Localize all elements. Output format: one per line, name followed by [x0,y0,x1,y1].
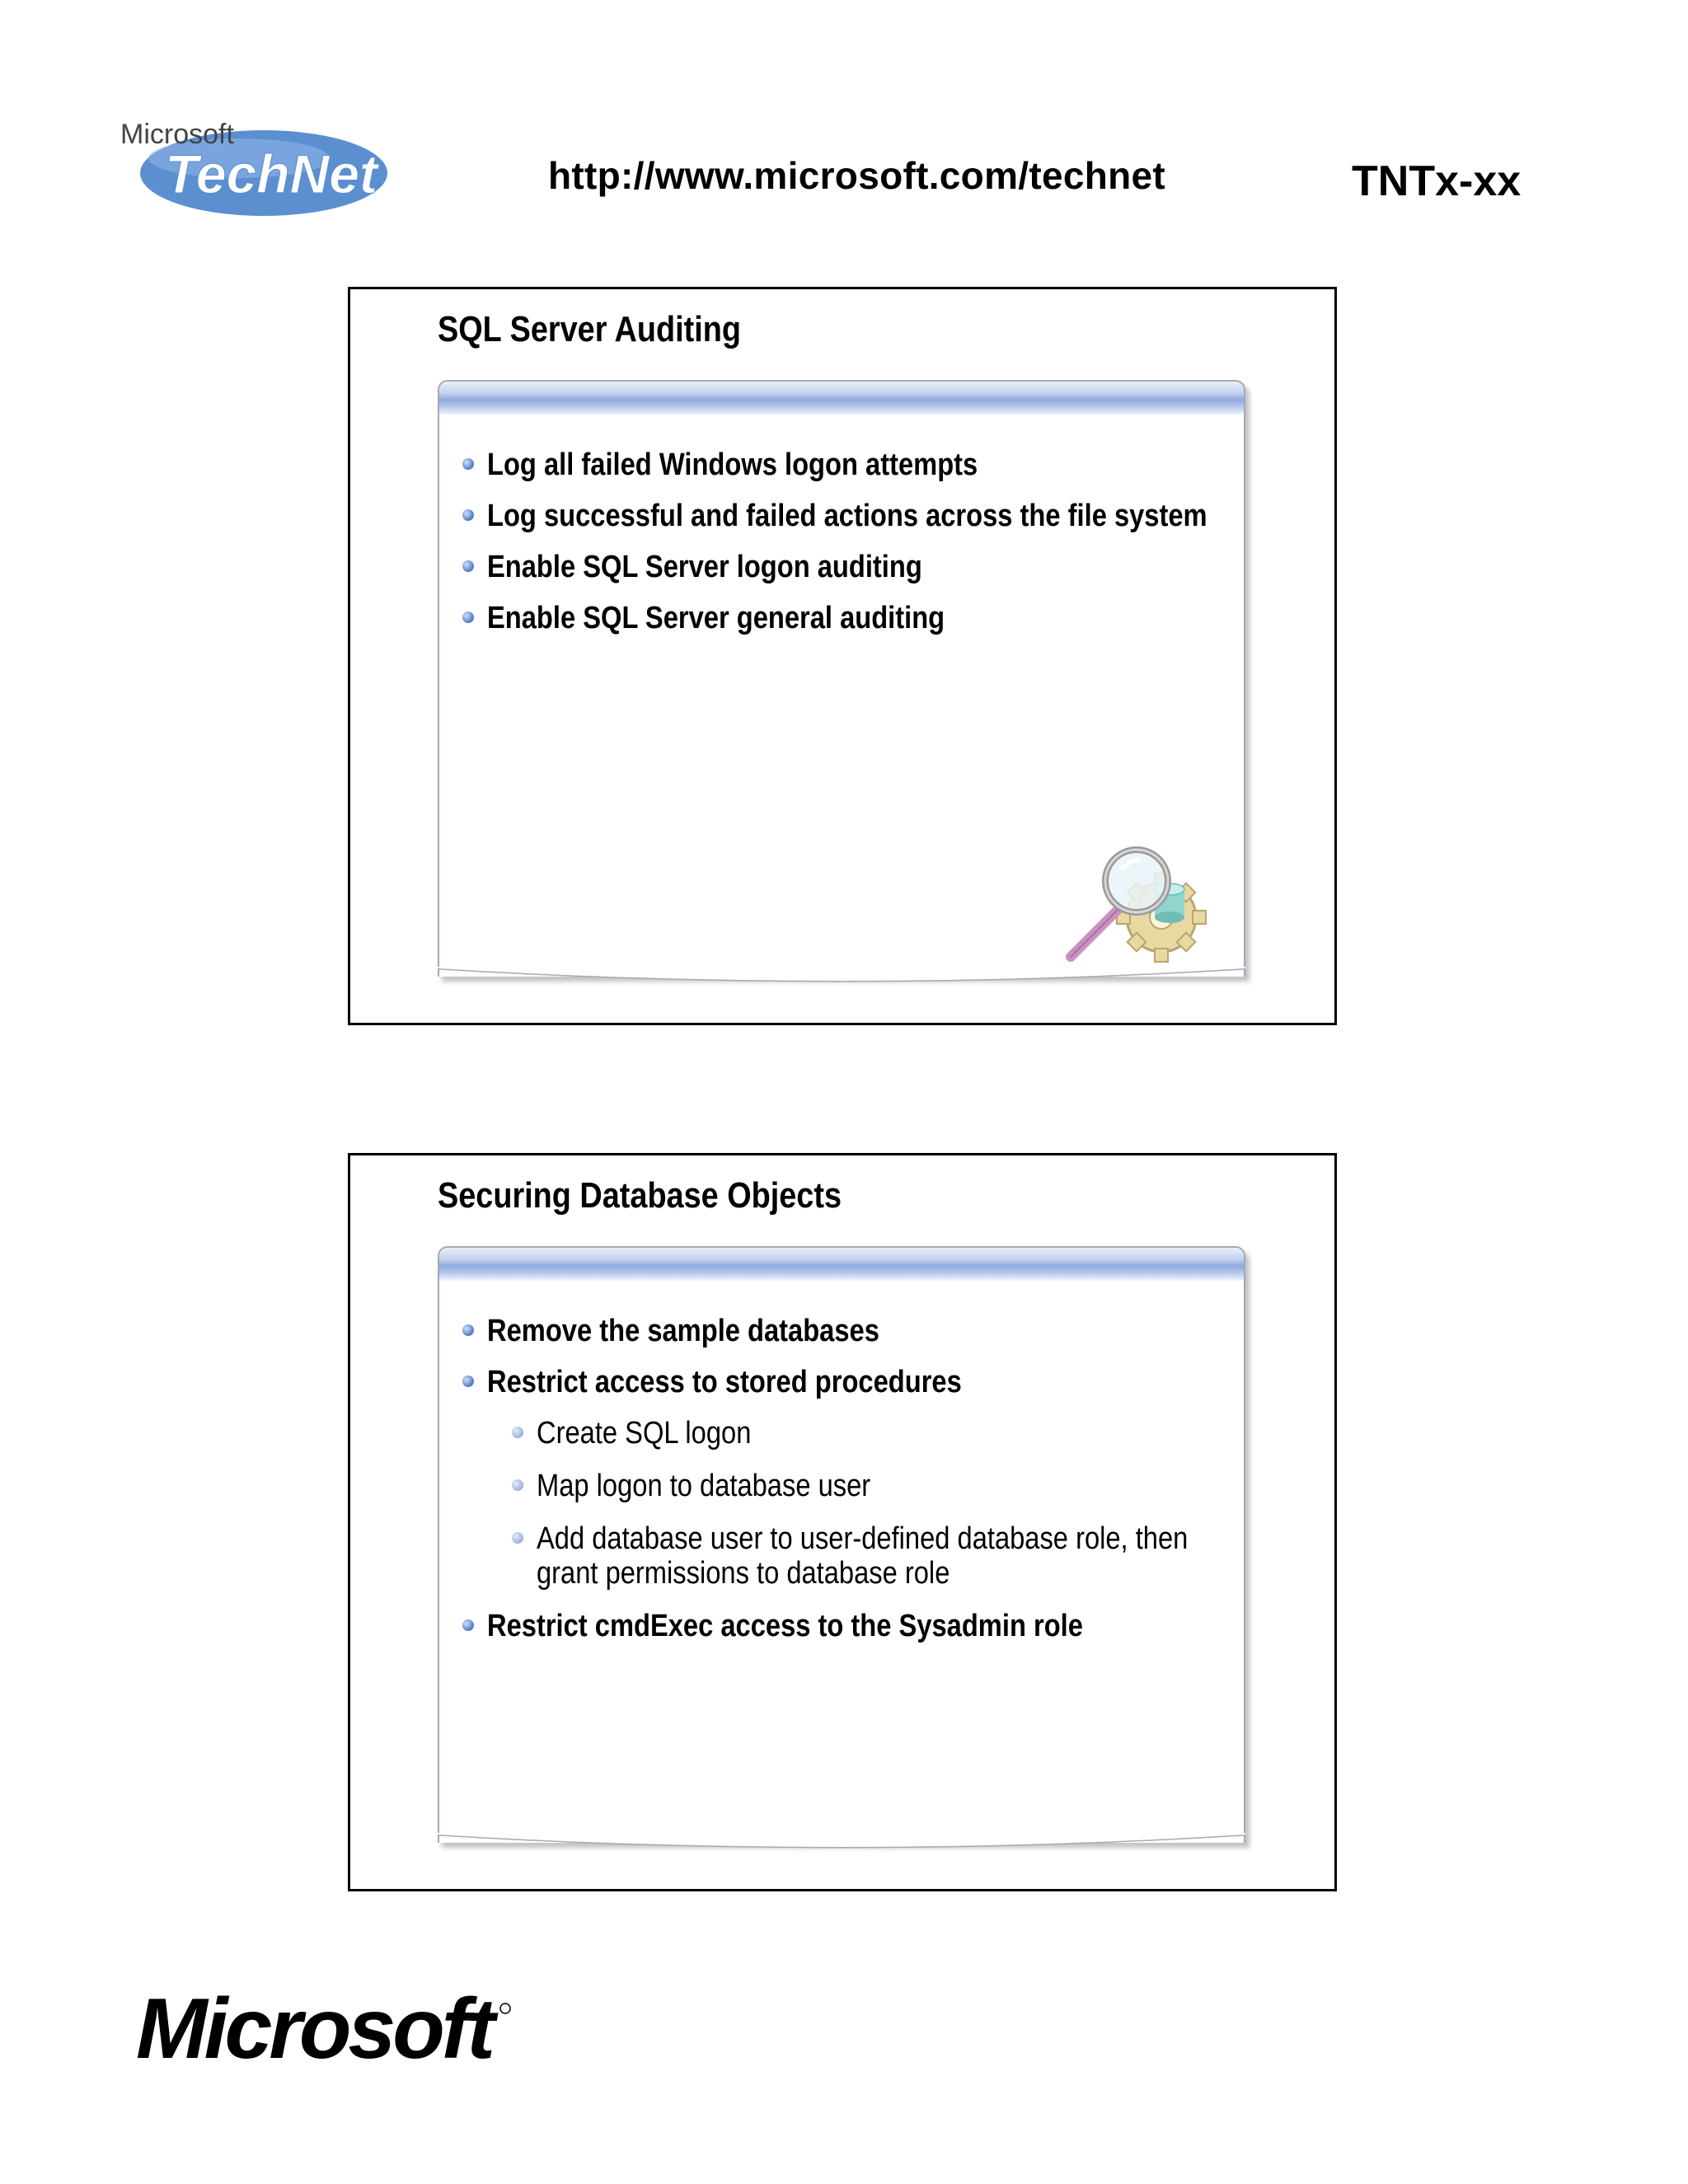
bullet-list [462,448,1219,652]
logo-text-main: TechNet [165,143,377,204]
list-item: Log all failed Windows logon attempts [462,448,1219,482]
bullet-icon [462,1376,474,1387]
microsoft-logo [136,1982,515,2073]
bullet-icon [462,1619,474,1631]
magnifier-gear-database-icon [1046,841,1227,965]
panel-header-bar [439,1248,1244,1281]
logo-text-top: Microsoft [120,119,234,150]
list-item: Enable SQL Server general auditing [462,601,1219,635]
panel-bottom-curve [436,1833,1247,1861]
sub-bullet-icon [512,1427,523,1438]
slide-sql-server-auditing [348,287,1337,1025]
content-panel [438,1246,1245,1843]
slide-title: SQL Server Auditing [438,309,741,349]
sub-list-item: Add database user to user-defined database role, then grant permissions to database role [462,1521,1219,1591]
content-panel [438,380,1245,977]
panel-bottom-curve [436,967,1247,995]
slide-securing-database-objects [348,1153,1337,1891]
sub-list-item: Create SQL logon [462,1416,1219,1451]
sub-bullet-icon [512,1479,523,1491]
list-item: Enable SQL Server logon auditing [462,550,1219,584]
bullet-icon [462,509,474,521]
microsoft-logo-text: Microsoft [136,1982,492,2073]
panel-header-bar [439,382,1244,415]
bullet-icon [462,1324,474,1336]
document-code: TNTx-xx [1352,157,1522,205]
bullet-icon [462,458,474,470]
list-item: Restrict access to stored procedures [462,1365,1219,1399]
slide-title: Securing Database Objects [438,1175,842,1216]
bullet-icon [462,612,474,623]
list-item: Remove the sample databases [462,1314,1219,1348]
list-item: Log successful and failed actions across the file system [462,499,1219,533]
bullet-list [462,1314,1219,1660]
bullet-icon [462,560,474,572]
sub-list-item: Map logon to database user [462,1469,1219,1503]
header-url[interactable]: http://www.microsoft.com/technet [548,154,1166,197]
technet-logo [115,107,404,223]
sub-bullet-icon [512,1532,523,1544]
list-item: Restrict cmdExec access to the Sysadmin role [462,1609,1219,1643]
